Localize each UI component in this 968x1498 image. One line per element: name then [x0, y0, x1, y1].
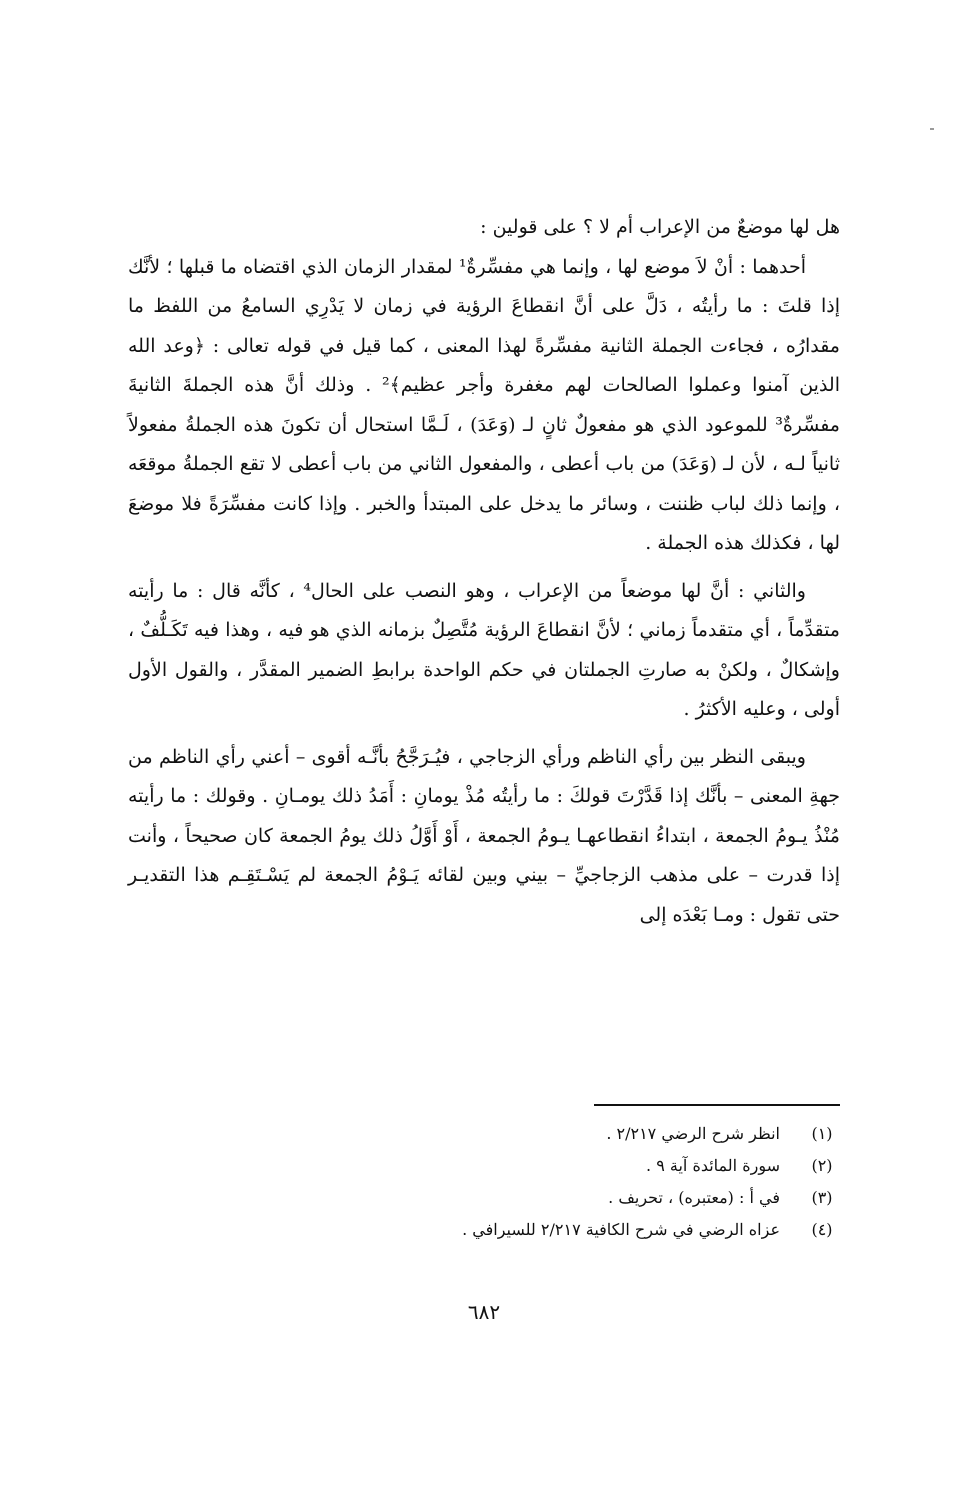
footnote-divider [594, 1104, 840, 1106]
footnote-item [300, 1182, 840, 1214]
page-number: ٦٨٢ [467, 1300, 501, 1324]
paragraph-first-opinion: أحدهما : أنْ لاَ موضع لها ، وإنما هي مفسِّرةٌ¹ لمقدار الزمان الذي اقتضاه ما قبلها ؛ لأنَّك إذا قلتَ : ما رأيتُه ، دَلَّ على أنَّ انقطاعَ الرؤية في زمان لا يَدْرِي السامعُ من اللفظ ما مقدارُه ، فجاءت الجملة الثانية مفسِّرةً لهذا المعنى ، كما قيل في قوله تعالى : ﴿وعد الله الذين آمنوا وعملوا الصالحات لهم مغفرة وأجر عظيم﴾² . وذلك أنَّ هذه الجملةَ الثانيةَ مفسِّرةٌ³ للموعود الذي هو مفعولٌ ثانٍ لـ (وَعَدَ) ، لَـمَّا استحال أن تكونَ هذه الجملةُ مفعولاً ثانياً لـه ، لأن لـ (وَعَدَ) من باب أعطى ، والمفعول الثاني من باب أعطى لا تقع الجملةُ موقعَه ، وإنما ذلك لباب ظننت ، وسائر ما يدخل على المبتدأ والخبر . وإذا كانت مفسِّرَةً فلا موضعَ لها ، فكذلك هذه الجملة . [128, 255, 840, 554]
footnote-text: عزاه الرضي في شرح الكافية ٢/٢١٧ للسيرافي . [462, 1220, 780, 1239]
footnote-item [300, 1214, 840, 1246]
footnote-item [300, 1150, 840, 1182]
footnote-text: في أ : (معتبره) ، تحريف . [608, 1188, 780, 1207]
main-text [128, 208, 840, 935]
footnote-number: (١) [811, 1124, 833, 1143]
paragraph-comparison: ويبقى النظر بين رأي الناظم ورأي الزجاجي ، فيُـرَجَّحُ بأنَّـه أقوى – أعني رأي الناظم من جهةِ المعنى – بأنَّك إذا قَدَّرْتَ قولكَ : ما رأيتُه مُذْ يومانِ : أَمَدُ ذلك يومـانِ . وقولك : ما رأيته مُنْذُ يـومُ الجمعة ، ابتداءُ انقطاعهـا يـومُ الجمعة ، أَوْ أَوَّلُ ذلك يومُ الجمعة كان صحيحاً ، وأنت إذا قدرت – على مذهب الزجاجيِّ – بيني وبين لقائه يَـوْمُ الجمعة لم يَسْـتَقِـم هذا التقديـر حتى تقول : ومـا بَعْدَه إلى [128, 745, 840, 926]
footnote-text: انظر شرح الرضي ٢/٢١٧ . [606, 1124, 780, 1143]
paragraph-intro: هل لها موضعٌ من الإعراب أم لا ؟ على قولين : [480, 216, 840, 238]
footnote-number: (٢) [811, 1156, 833, 1175]
scan-edge-mark [930, 128, 934, 130]
footnote-text: سورة المائدة آية ٩ . [646, 1156, 780, 1175]
footnote-number: (٣) [811, 1188, 833, 1207]
footnote-number: (٤) [811, 1220, 833, 1239]
footnote-item [300, 1118, 840, 1150]
footnotes-list [300, 1118, 840, 1246]
paragraph-second-opinion: والثاني : أنَّ لها موضعاً من الإعراب ، وهو النصب على الحال⁴ ، كأنَّه قال : ما رأيته متقدِّماً ، أي متقدماً زماني ؛ لأنَّ انقطاعَ الرؤية مُتَّصِلٌ بزمانه الذي هو فيه ، وهذا فيه تَكَـلُّفٌ ، وإشكالٌ ، ولكنْ به صارتِ الجملتان في حكم الواحدة برابطِ الضمير المقدَّر ، والقول الأول أولى ، وعليه الأكثرُ . [128, 579, 840, 720]
